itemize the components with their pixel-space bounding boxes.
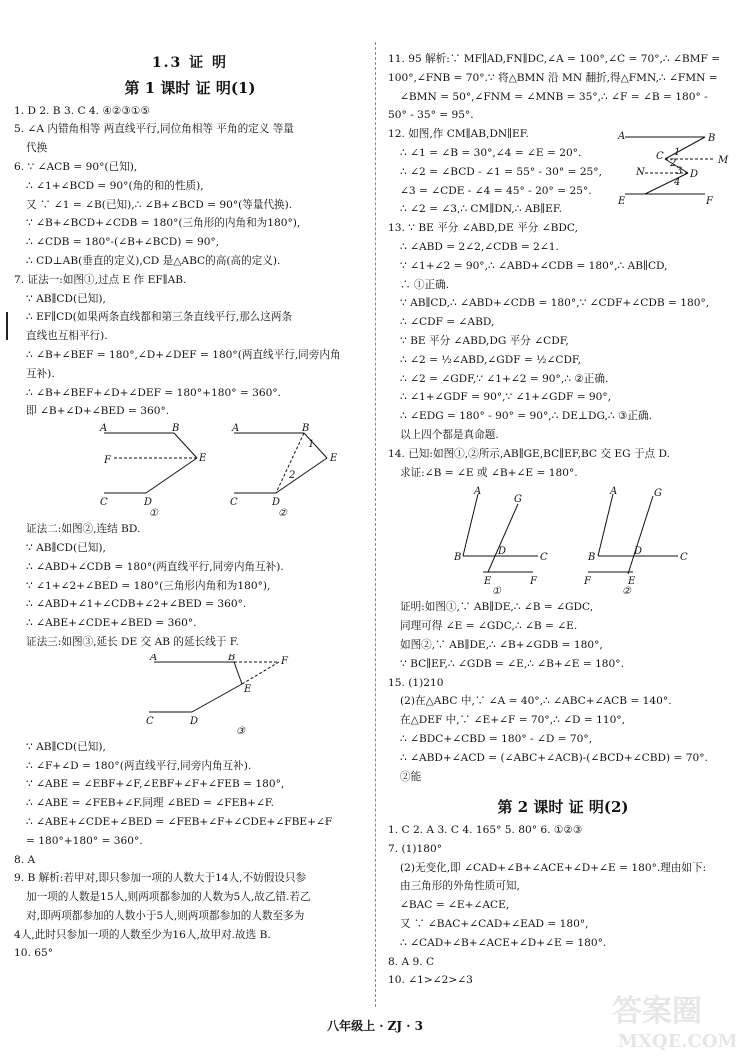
text-line: (2)在△ABC 中,∵ ∠A = 40°,∴ ∠ABC+∠ACB = 140°.	[400, 695, 672, 708]
text-line: ∴ ∠1+∠BCD = 90°(角的和的性质),	[26, 179, 204, 192]
text-line: ∵ ∠B+∠BCD+∠CDB = 180°(三角形的内角和为180°),	[26, 217, 301, 230]
right-column	[388, 50, 738, 990]
text-line: 14. 已知:如图①,②所示,AB∥GE,BC∥EF,BC 交 EG 于点 D.	[388, 447, 670, 460]
text-line: ∴ ∠B+∠BEF+∠D+∠DEF = 180°+180° = 360°.	[26, 386, 281, 399]
text-line: ∴ CD⊥AB(垂直的定义),CD 是△ABC的高(高的定义).	[26, 254, 281, 267]
svg-text:A: A	[618, 131, 626, 143]
figures-q14	[388, 484, 728, 596]
svg-text:B: B	[228, 653, 236, 663]
text-line: ∵ AB∥CD(已知),	[26, 541, 106, 554]
text-line: ∵ AB∥CD(已知),	[26, 292, 106, 305]
svg-text:E: E	[244, 683, 252, 695]
svg-text:G: G	[514, 494, 522, 506]
text-line: 在△DEF 中,∵ ∠E+∠F = 70°,∴ ∠D = 110°,	[400, 714, 626, 727]
svg-text:M: M	[718, 155, 729, 167]
text-line: ∴ ∠2 = ∠GDF,∵ ∠1+∠2 = 90°,∴ ②正确.	[400, 372, 609, 385]
svg-text:C: C	[656, 151, 664, 163]
svg-text:D: D	[144, 497, 153, 509]
text-line: 8. A 9. C	[388, 955, 435, 968]
svg-text:C: C	[540, 552, 548, 564]
svg-text:A: A	[232, 423, 240, 435]
text-line: ②能	[400, 770, 422, 783]
text-line: 10. 65°	[14, 947, 53, 960]
text-line: 8. A	[14, 853, 36, 866]
svg-text:E: E	[628, 576, 636, 588]
answers-block-a	[14, 102, 366, 422]
svg-text:D: D	[634, 546, 643, 558]
answers-block-b	[14, 520, 366, 652]
svg-text:A: A	[474, 486, 482, 498]
figure-q14-2	[583, 486, 688, 596]
svg-text:E: E	[330, 453, 338, 465]
text-line: ∴ ∠B+∠BEF = 180°,∠D+∠DEF = 180°(两直线平行,同旁内角	[26, 348, 341, 361]
page-footer: 八年级上 · ZJ · 3	[327, 1019, 423, 1033]
lesson-1-title: 第 1 课时 证 明(1)	[124, 78, 256, 97]
figure-2	[230, 423, 338, 518]
text-line: ∴ ∠1 = ∠B = 30°,∠4 = ∠E = 20°.	[400, 146, 582, 159]
text-line: ∴ EF∥CD(如果两条直线都和第三条直线平行,那么这两条	[26, 311, 293, 324]
text-line: ∴ ∠ABE+∠CDE+∠BED = ∠FEB+∠F+∠CDE+∠FBE+∠F	[26, 815, 333, 828]
svg-text:①: ①	[149, 508, 158, 519]
text-line: ∴ ∠F+∠D = 180°(两直线平行,同旁内角互补).	[26, 759, 252, 772]
text-line: 证明:如图①,∵ AB∥DE,∴ ∠B = ∠GDC,	[400, 601, 594, 614]
svg-text:F: F	[584, 576, 591, 588]
text-line: 证法二:如图②,连结 BD.	[26, 523, 141, 536]
q12-wrap	[388, 125, 738, 219]
text-line: = 180°+180° = 360°.	[26, 834, 143, 847]
text-line: ∠3 = ∠CDE - ∠4 = 45° - 20° = 25°.	[400, 184, 592, 197]
text-line: ∴ ∠EDG = 180° - 90° = 90°,∴ DE⊥DG,∴ ③正确.	[400, 410, 653, 423]
svg-text:F: F	[281, 655, 288, 667]
text-line: 求证:∠B = ∠E 或 ∠B+∠E = 180°.	[400, 466, 578, 479]
text-line: 12. 如图,作 CM∥AB,DN∥EF.	[388, 128, 529, 141]
section-title: 1.3 证 明	[151, 55, 229, 71]
svg-text:MXQE.COM: MXQE.COM	[618, 1031, 738, 1052]
svg-text:D: D	[272, 497, 281, 509]
text-line: 1. C 2. A 3. C 4. 165° 5. 80° 6. ①②③	[388, 824, 583, 837]
svg-text:1: 1	[308, 439, 315, 451]
figure-1	[99, 423, 207, 518]
text-line: ∴ ∠ABD+∠CDB = 180°(两直线平行,同旁内角互补).	[26, 560, 284, 573]
svg-text:C: C	[100, 497, 108, 509]
answers-block-14-15	[388, 598, 738, 786]
svg-text:B: B	[708, 133, 716, 145]
svg-text:F: F	[104, 455, 111, 467]
text-line: 10. ∠1>∠2>∠3	[388, 974, 473, 987]
svg-text:E: E	[484, 576, 492, 588]
text-line: 50° - 35° = 95°.	[388, 109, 474, 122]
text-line: ∴ ∠ABD = 2∠2,∠CDB = 2∠1.	[400, 240, 559, 253]
svg-text:③: ③	[236, 725, 245, 736]
figure-3	[14, 654, 354, 736]
svg-text:3: 3	[676, 166, 683, 178]
text-line: 1. D 2. B 3. C 4. ④②③①⑤	[14, 104, 150, 117]
text-line: (2)无变化,即 ∠CAD+∠B+∠ACE+∠D+∠E = 180°.理由如下:	[400, 861, 707, 874]
svg-text:4: 4	[674, 177, 681, 189]
text-line: 证法三:如图③,延长 DE 交 AB 的延长线于 F.	[26, 635, 239, 648]
text-line: ∵ ∠1+∠2+∠BED = 180°(三角形内角和为180°),	[26, 579, 271, 592]
column-divider	[375, 42, 376, 1007]
margin-mark	[6, 312, 8, 340]
text-line: 11. 95 解析:∵ MF∥AD,FN∥DC,∠A = 100°,∠C = 70°,∴ ∠BMF =	[388, 53, 721, 65]
text-line: 又 ∵ ∠1 = ∠B(已知),∴ ∠B+∠BCD = 90°(等量代换).	[26, 198, 293, 211]
svg-text:②: ②	[278, 508, 287, 519]
text-line: 由三角形的外角性质可知,	[400, 880, 520, 893]
answers-block-11	[388, 50, 738, 125]
svg-text:①: ①	[492, 586, 501, 597]
text-line: ∵ BC∥EF,∴ ∠GDB = ∠E,∴ ∠B+∠E = 180°.	[400, 657, 624, 670]
text-line: ∴ ∠2 = ∠3,∴ CM∥DN,∴ AB∥EF.	[400, 203, 562, 216]
svg-text:F: F	[706, 196, 713, 208]
text-line: ∴ ∠2 = ∠BCD - ∠1 = 55° - 30° = 25°,	[400, 165, 602, 178]
svg-text:N: N	[636, 167, 645, 179]
text-line: ∠BMN = 50°,∠FNM = ∠MNB = 35°,∴ ∠F = ∠B = 180° -	[400, 90, 708, 103]
text-line: ∵ ∠ABE = ∠EBF+∠F,∠EBF+∠F+∠FEB = 180°,	[26, 778, 285, 791]
text-line: 即 ∠B+∠D+∠BED = 360°.	[26, 405, 170, 418]
text-line: ∴ ∠CDB = 180°-(∠B+∠BCD) = 90°,	[26, 236, 220, 249]
text-line: 代换	[26, 142, 48, 155]
svg-text:B: B	[588, 552, 596, 564]
text-line: 9. B 解析:若甲对,即只参加一项的人数大于14人,不妨假设只参	[14, 872, 307, 885]
text-line: ∴ ∠ABD+∠ACD = (∠ABC+∠ACB)-(∠BCD+∠CBD) = 70°.	[400, 751, 708, 764]
text-line: ∴ ①正确.	[400, 278, 450, 291]
text-line: 又 ∵ ∠BAC+∠CAD+∠EAD = 180°,	[400, 918, 589, 931]
text-line: 15. (1)210	[388, 676, 444, 689]
text-line: 加一项的人数是15人,则两项都参加的人数为5人,故乙错.若乙	[26, 891, 311, 904]
figure-q14-1	[453, 486, 548, 596]
svg-text:B: B	[172, 423, 180, 435]
text-line: 100°,∠FNB = 70°.∵ 将△BMN 沿 MN 翻折,得△FMN,∴ ∠FMN =	[388, 71, 718, 84]
text-line: 6. ∵ ∠ACB = 90°(已知),	[14, 160, 138, 173]
svg-text:A: A	[610, 486, 618, 498]
svg-text:F: F	[530, 576, 537, 588]
text-line: ∴ ∠2 = ½∠ABD,∠GDF = ½∠CDF,	[400, 353, 582, 366]
svg-text:D: D	[498, 546, 507, 558]
text-line: ∴ ∠CDF = ∠ABD,	[400, 316, 495, 329]
figure-q12	[610, 129, 740, 209]
svg-text:2: 2	[670, 158, 677, 170]
svg-text:A: A	[100, 423, 108, 435]
text-line: 5. ∠A 内错角相等 两直线平行,同位角相等 平角的定义 等量	[14, 123, 294, 136]
text-line: ∵ ∠1+∠2 = 90°,∴ ∠ABD+∠CDB = 180°,∴ AB∥CD,	[400, 259, 668, 272]
answers-block-13-14	[388, 219, 738, 482]
text-line: ∴ ∠BDC+∠CBD = 180° - ∠D = 70°,	[400, 732, 593, 745]
svg-text:C: C	[680, 552, 688, 564]
text-line: 互补).	[26, 367, 55, 380]
left-column	[14, 50, 366, 963]
text-line: ∠BAC = ∠E+∠ACE,	[400, 899, 510, 912]
text-line: 直线也互相平行).	[26, 330, 108, 343]
svg-text:A: A	[150, 653, 158, 663]
svg-text:D: D	[190, 715, 199, 727]
svg-text:E: E	[199, 453, 207, 465]
text-line: 7. 证法一:如图①,过点 E 作 EF∥AB.	[14, 273, 187, 286]
text-line: ∴ ∠CAD+∠B+∠ACE+∠D+∠E = 180°.	[400, 936, 607, 949]
svg-text:E: E	[618, 196, 626, 208]
text-line: 7. (1)180°	[388, 842, 442, 855]
text-line: 4人,此时只参加一项的人数至少为16人,故甲对.故选 B.	[14, 928, 271, 941]
svg-text:C: C	[146, 715, 154, 727]
svg-text:D: D	[690, 169, 699, 181]
svg-text:2: 2	[289, 470, 296, 482]
text-line: 以上四个都是真命题.	[400, 428, 499, 441]
svg-text:B: B	[302, 423, 310, 435]
lesson-2-title: 第 2 课时 证 明(2)	[497, 798, 629, 817]
text-line: ∴ ∠ABE+∠CDE+∠BED = 360°.	[26, 617, 197, 630]
text-line: ∵ AB∥CD,∴ ∠ABD+∠CDB = 180°,∵ ∠CDF+∠CDB = 180°,	[400, 297, 710, 310]
text-line: ∴ ∠ABD+∠1+∠CDB+∠2+∠BED = 360°.	[26, 598, 247, 611]
figures-1-2	[14, 423, 354, 518]
text-line: 如图②,∵ AB∥DE,∴ ∠B+∠GDB = 180°,	[400, 638, 603, 651]
answers-block-lesson2	[388, 821, 738, 990]
svg-text:②: ②	[622, 586, 631, 597]
text-line: ∴ ∠1+∠GDF = 90°,∵ ∠1+∠GDF = 90°,	[400, 391, 612, 404]
text-line: ∵ BE 平分 ∠ABD,DG 平分 ∠CDF,	[400, 334, 569, 347]
svg-text:答案圈: 答案圈	[612, 994, 702, 1029]
text-line: 同理可得 ∠E = ∠GDC,∴ ∠B = ∠E.	[400, 620, 578, 633]
text-line: ∵ AB∥CD(已知),	[26, 740, 106, 753]
text-line: ∴ ∠ABE = ∠FEB+∠F.同理 ∠BED = ∠FEB+∠F.	[26, 797, 274, 810]
svg-text:C: C	[230, 497, 238, 509]
watermark-logo	[604, 985, 742, 1055]
text-line: 对,即两项都参加的人数小于5人,则两项都参加的人数至多为	[26, 909, 305, 922]
svg-text:G: G	[654, 488, 662, 500]
answers-block-c	[14, 738, 366, 964]
svg-text:B: B	[454, 552, 462, 564]
text-line: 13. ∵ BE 平分 ∠ABD,DE 平分 ∠BDC,	[388, 222, 578, 235]
svg-text:1: 1	[674, 147, 681, 159]
